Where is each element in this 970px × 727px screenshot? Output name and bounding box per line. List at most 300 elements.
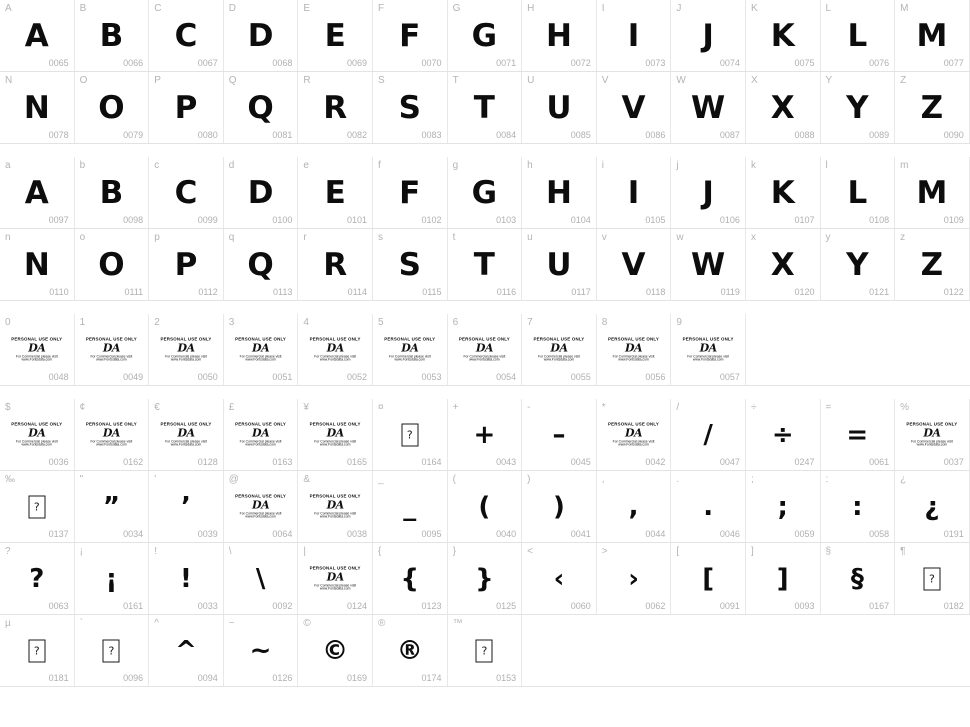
glyph-preview: N [23,246,50,283]
glyph-cell[interactable] [448,157,523,228]
glyph-character-label: R [303,75,311,86]
missing-glyph-box: ? [923,567,940,590]
glyph-code: 0087 [719,130,740,140]
watermark-logo: DA [326,426,344,440]
glyph-code: 0103 [496,215,517,225]
watermark-glyph [375,337,445,362]
glyph-preview: P [174,89,198,126]
glyph-cell[interactable] [75,229,150,300]
glyph-character-label: ÷ [750,402,757,413]
watermark-line-3: For Commercial please visit [314,354,357,359]
watermark-logo: DA [923,426,941,440]
watermark-line-4: www.Fontsdata.com [170,357,202,362]
glyph-cell[interactable] [298,399,373,470]
grid-row [0,543,970,615]
glyph-preview: J [702,174,714,211]
glyph-code: 0165 [346,457,367,467]
glyph-cell-empty [597,615,672,686]
glyph-character-label: X [750,75,758,86]
glyph-cell[interactable] [298,72,373,143]
glyph-code: 0153 [496,673,517,683]
glyph-preview: X [770,89,795,126]
glyph-cell[interactable] [821,72,896,143]
glyph-code: 0059 [794,529,815,539]
glyph-code: 0079 [123,130,144,140]
glyph-code: 0054 [496,372,517,382]
glyph-cell[interactable] [224,0,299,71]
glyph-cell[interactable] [522,72,597,143]
glyph-cell[interactable] [821,157,896,228]
glyph-cell[interactable] [149,314,224,385]
glyph-character-label: ; [750,474,754,485]
watermark-line-3: For Commercial please visit [90,354,133,359]
glyph-cell[interactable] [298,229,373,300]
glyph-cell[interactable] [75,543,150,614]
glyph-character-label: G [452,3,461,14]
watermark-line-4: www.Fontsdata.com [245,442,276,447]
watermark-glyph [151,422,221,447]
glyph-cell[interactable] [448,543,523,614]
glyph-character-label: B [79,3,87,14]
glyph-cell[interactable] [821,399,896,470]
glyph-cell[interactable] [671,543,746,614]
glyph-cell[interactable] [448,399,523,470]
glyph-preview: ‹ [553,563,565,594]
watermark-line-1: PERSONAL USE ONLY [608,420,660,426]
glyph-cell[interactable] [75,157,150,228]
glyph-cell[interactable] [224,399,299,470]
glyph-cell[interactable] [522,0,597,71]
glyph-character-label: W [676,75,686,86]
glyph-cell[interactable] [746,229,821,300]
glyph-character-label: = [825,402,832,413]
glyph-character-label: ( [452,474,456,485]
glyph-character-label: ] [750,546,754,557]
grid-row [0,229,970,301]
glyph-cell[interactable] [0,229,75,300]
watermark-line-3: For Commercial please visit [239,439,282,444]
glyph-cell[interactable] [0,471,75,542]
glyph-code: 0109 [943,215,964,225]
glyph-character-label: ' [154,474,157,485]
glyph-cell[interactable] [597,157,672,228]
glyph-cell[interactable] [746,72,821,143]
glyph-character-label: u [527,232,533,243]
watermark-line-1: PERSONAL USE ONLY [235,420,287,426]
glyph-cell[interactable] [75,471,150,542]
glyph-character-label: . [676,474,680,485]
glyph-character-label: / [676,402,680,413]
watermark-line-3: For Commercial please visit [165,354,207,359]
glyph-cell[interactable] [224,72,299,143]
glyph-cell[interactable] [224,543,299,614]
glyph-cell[interactable] [522,157,597,228]
watermark-line-3: For Commercial please visit [388,354,431,359]
glyph-character-label: ? [5,546,11,557]
glyph-cell[interactable] [0,72,75,143]
watermark-logo: DA [326,498,344,512]
glyph-character-label: N [5,75,13,86]
glyph-code: 0067 [197,58,218,68]
glyph-cell[interactable] [373,157,448,228]
glyph-character-label: s [377,232,383,243]
watermark-logo: DA [28,341,46,355]
glyph-cell[interactable] [149,615,224,686]
glyph-cell[interactable] [448,0,523,71]
glyph-cell[interactable] [224,615,299,686]
glyph-cell[interactable] [895,229,970,300]
glyph-character-label: | [303,546,306,557]
watermark-line-3: For Commercial please visit [538,354,580,359]
glyph-cell[interactable] [448,72,523,143]
glyph-cell[interactable] [746,0,821,71]
glyph-cell[interactable] [448,229,523,300]
watermark-logo: DA [475,341,493,355]
glyph-code: 0084 [496,130,517,140]
glyph-character-label: t [452,232,456,243]
glyph-cell[interactable] [373,543,448,614]
glyph-character-label: 2 [154,317,160,328]
watermark-line-1: PERSONAL USE ONLY [682,335,734,341]
glyph-cell[interactable] [149,157,224,228]
glyph-preview: _ [403,491,417,522]
glyph-cell[interactable] [149,543,224,614]
glyph-code: 0117 [571,287,591,297]
glyph-cell-empty [671,615,746,686]
glyph-cell[interactable] [597,72,672,143]
glyph-preview: ^ [175,635,197,666]
glyph-code: 0104 [570,215,591,225]
glyph-code: 0097 [48,215,69,225]
glyph-preview: G [471,17,498,54]
glyph-preview: W [691,246,726,283]
glyph-character-label: ¢ [79,402,86,413]
glyph-cell[interactable] [821,229,896,300]
glyph-code: 0088 [794,130,815,140]
glyph-cell[interactable] [373,314,448,385]
glyph-code: 0057 [719,372,740,382]
glyph-cell[interactable] [821,0,896,71]
glyph-code: 0056 [645,372,666,382]
watermark-line-3: For Commercial please visit [90,439,133,444]
glyph-character-label: 8 [601,317,608,328]
glyph-cell[interactable] [149,229,224,300]
glyph-cell[interactable] [298,0,373,71]
watermark-glyph [599,337,669,362]
glyph-code: 0111 [124,287,144,297]
glyph-code: 0123 [421,601,442,611]
watermark-line-3: For Commercial please visit [239,511,282,516]
glyph-character-label: M [900,3,909,14]
watermark-line-1: PERSONAL USE ONLY [533,335,585,341]
glyph-character-label: ~ [228,618,235,629]
glyph-cell[interactable] [671,399,746,470]
glyph-preview: ! [180,563,192,594]
glyph-preview: [ [702,563,715,594]
glyph-code: 0110 [49,287,69,297]
glyph-cell[interactable] [373,229,448,300]
glyph-preview: } [475,563,494,594]
glyph-preview: ¡ [105,563,118,594]
glyph-preview: / [703,419,713,450]
glyph-code: 0075 [794,58,815,68]
glyph-cell[interactable] [746,157,821,228]
glyph-code: 0068 [272,58,293,68]
glyph-character-label: o [79,232,86,243]
glyph-code: 0161 [123,601,144,611]
glyph-character-label: _ [377,474,384,485]
glyph-cell[interactable] [149,471,224,542]
glyph-cell[interactable] [373,615,448,686]
glyph-code: 0082 [346,130,367,140]
glyph-character-label: ‰ [5,474,15,485]
watermark-logo: DA [177,341,195,355]
glyph-character-label: r [303,232,307,243]
glyph-preview: ) [553,491,565,522]
glyph-character-label: } [452,546,456,557]
glyph-preview: M [916,174,948,211]
watermark-line-4: www.Fontsdata.com [543,357,575,362]
glyph-character-label: € [154,402,160,413]
glyph-character-label: ` [79,618,83,629]
glyph-cell[interactable] [895,0,970,71]
glyph-code: 0042 [645,457,666,467]
watermark-line-4: www.Fontsdata.com [170,442,202,447]
glyph-cell[interactable] [298,314,373,385]
glyph-preview: R [323,89,348,126]
glyph-code: 0052 [346,372,367,382]
glyph-cell[interactable] [0,543,75,614]
glyph-character-label: , [601,474,605,485]
glyph-cell[interactable] [224,229,299,300]
glyph-cell[interactable] [224,471,299,542]
grid-row-spacer [0,386,970,399]
glyph-code: 0093 [794,601,815,611]
glyph-code: 0090 [943,130,964,140]
glyph-character-label: ¿ [900,474,907,485]
glyph-preview: . [703,491,714,522]
glyph-cell[interactable] [0,157,75,228]
glyph-cell[interactable] [448,314,523,385]
glyph-cell[interactable] [75,0,150,71]
grid-row-spacer [0,144,970,157]
glyph-cell[interactable] [597,543,672,614]
glyph-code: 0113 [273,287,293,297]
glyph-cell[interactable] [75,399,150,470]
glyph-cell[interactable] [448,615,523,686]
glyph-cell[interactable] [298,615,373,686]
glyph-cell[interactable] [895,543,970,614]
glyph-cell[interactable] [298,157,373,228]
watermark-line-4: www.Fontsdata.com [618,357,649,362]
glyph-preview: › [628,563,639,594]
glyph-cell[interactable] [522,229,597,300]
grid-row [0,0,970,72]
watermark-line-1: PERSONAL USE ONLY [160,420,212,426]
watermark-glyph [300,566,370,591]
glyph-code: 0050 [197,372,218,382]
glyph-cell[interactable] [895,157,970,228]
glyph-code: 0105 [645,215,666,225]
glyph-character-label: l [825,160,828,171]
glyph-code: 0115 [422,287,442,297]
glyph-cell[interactable] [671,314,746,385]
glyph-code: 0247 [794,457,815,467]
glyph-preview: O [98,89,125,126]
watermark-line-1: PERSONAL USE ONLY [235,335,287,341]
glyph-cell[interactable] [597,471,672,542]
glyph-cell[interactable] [522,471,597,542]
glyph-preview: = [846,419,869,450]
glyph-cell[interactable] [298,543,373,614]
watermark-logo: DA [177,426,195,440]
glyph-code: 0062 [645,601,666,611]
glyph-code: 0033 [197,601,218,611]
glyph-preview: – [552,419,566,450]
glyph-character-label: < [527,546,533,557]
glyph-character-label: g [452,160,459,171]
glyph-cell[interactable] [895,471,970,542]
glyph-character-label: @ [228,474,239,485]
glyph-character-label: © [303,618,311,629]
glyph-cell[interactable] [522,314,597,385]
watermark-glyph [2,422,72,447]
glyph-character-label: 1 [79,317,86,328]
glyph-cell[interactable] [75,314,150,385]
glyph-code: 0167 [869,601,890,611]
glyph-cell[interactable] [373,72,448,143]
glyph-code: 0092 [272,601,293,611]
glyph-cell[interactable] [895,72,970,143]
glyph-preview: , [628,491,639,522]
glyph-cell[interactable] [597,229,672,300]
glyph-cell[interactable] [671,229,746,300]
glyph-character-label: P [154,75,161,86]
glyph-cell[interactable] [75,72,150,143]
glyph-character-label: * [601,402,606,413]
glyph-cell[interactable] [522,399,597,470]
glyph-preview: R [323,246,348,283]
glyph-preview: L [847,17,868,54]
glyph-cell[interactable] [149,399,224,470]
glyph-cell[interactable] [597,399,672,470]
watermark-line-1: PERSONAL USE ONLY [458,335,510,341]
glyph-preview: W [691,89,726,126]
glyph-cell[interactable] [75,615,150,686]
watermark-glyph [226,422,296,447]
glyph-code: 0053 [421,372,442,382]
glyph-cell[interactable] [895,399,970,470]
watermark-line-4: www.Fontsdata.com [319,514,351,519]
glyph-cell[interactable] [671,0,746,71]
glyph-character-label: y [825,232,831,243]
watermark-line-1: PERSONAL USE ONLY [309,492,361,498]
glyph-character-label: \ [228,546,232,557]
glyph-cell[interactable] [746,471,821,542]
glyph-character-label: a [5,160,11,171]
glyph-cell[interactable] [0,314,75,385]
glyph-cell[interactable] [224,314,299,385]
glyph-preview: V [621,89,646,126]
watermark-line-1: PERSONAL USE ONLY [906,420,958,426]
glyph-character-label: O [79,75,88,86]
glyph-cell[interactable] [373,0,448,71]
glyph-code: 0060 [570,601,591,611]
watermark-line-1: PERSONAL USE ONLY [384,335,436,341]
glyph-character-label: T [452,75,459,86]
glyph-cell[interactable] [373,399,448,470]
glyph-preview: ® [396,635,423,666]
glyph-preview: T [473,246,495,283]
glyph-cell[interactable] [671,471,746,542]
glyph-character-label: S [377,75,385,86]
glyph-preview: C [174,174,198,211]
glyph-code: 0182 [943,601,964,611]
glyph-cell[interactable] [149,72,224,143]
glyph-cell[interactable] [448,471,523,542]
glyph-cell[interactable] [373,471,448,542]
glyph-cell[interactable] [597,314,672,385]
glyph-code: 0078 [48,130,69,140]
watermark-line-1: PERSONAL USE ONLY [160,335,212,341]
glyph-cell[interactable] [149,0,224,71]
glyph-code: 0040 [496,529,517,539]
glyph-preview: : [852,491,863,522]
glyph-character-label: z [900,232,906,243]
glyph-character-label: 0 [5,317,11,328]
glyph-character-label: µ [5,618,11,629]
glyph-cell[interactable] [671,157,746,228]
watermark-line-4: www.Fontsdata.com [319,357,351,362]
watermark-logo: DA [28,426,46,440]
glyph-character-label: - [527,402,531,413]
glyph-cell[interactable] [671,72,746,143]
glyph-code: 0116 [496,287,517,297]
glyph-cell[interactable] [597,0,672,71]
glyph-preview: ( [478,491,491,522]
glyph-cell[interactable] [224,157,299,228]
glyph-preview: K [770,17,795,54]
glyph-character-label: ¤ [377,402,384,413]
watermark-line-3: For Commercial please visit [314,511,357,516]
watermark-line-3: For Commercial please visit [15,354,58,359]
glyph-cell[interactable] [821,471,896,542]
glyph-cell[interactable] [0,0,75,71]
glyph-preview: E [324,174,346,211]
glyph-preview: F [399,174,421,211]
glyph-cell[interactable] [746,543,821,614]
glyph-code: 0071 [496,58,517,68]
glyph-code: 0073 [645,58,666,68]
watermark-line-4: www.Fontsdata.com [692,357,724,362]
glyph-cell[interactable] [746,399,821,470]
glyph-cell[interactable] [821,543,896,614]
glyph-character-label: 7 [527,317,533,328]
glyph-code: 0125 [496,601,517,611]
watermark-glyph [226,337,296,362]
glyph-cell[interactable] [0,615,75,686]
glyph-preview: C [174,17,198,54]
glyph-cell[interactable] [298,471,373,542]
glyph-preview: V [621,246,646,283]
glyph-code: 0162 [123,457,144,467]
glyph-cell[interactable] [522,543,597,614]
glyph-character-label: w [676,232,684,243]
watermark-glyph [300,494,370,519]
glyph-character-label: E [303,3,311,14]
glyph-cell[interactable] [0,399,75,470]
watermark-logo: DA [102,426,120,440]
